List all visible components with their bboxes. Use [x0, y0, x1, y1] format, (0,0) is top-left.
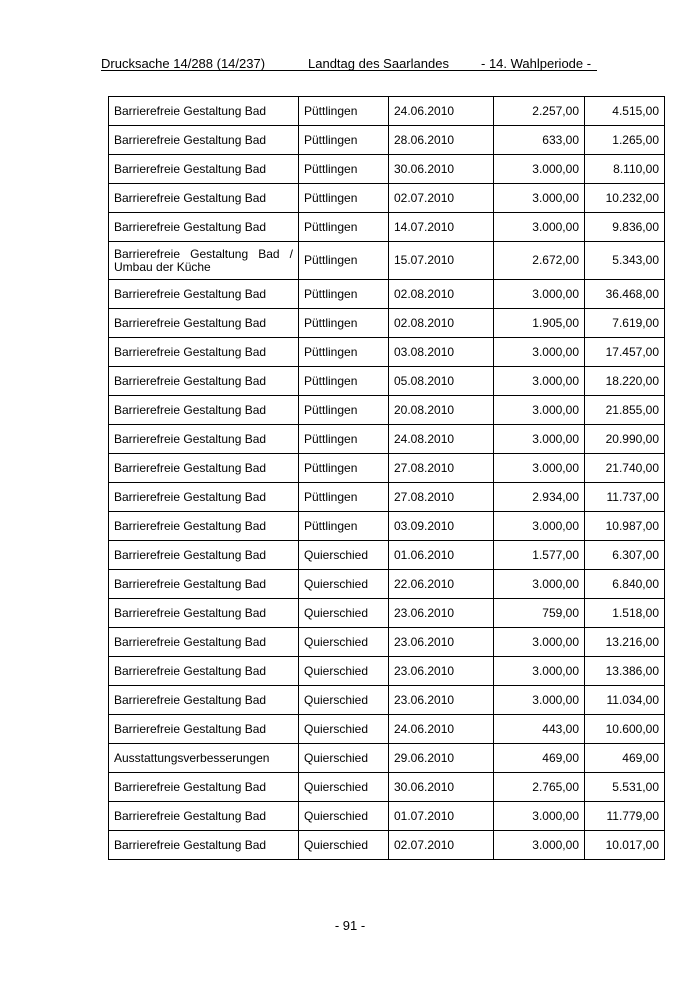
table-row [109, 599, 665, 628]
cell-grant-amount: 3.000,00 [494, 425, 585, 454]
cell-grant-amount: 2.672,00 [494, 242, 585, 280]
cell-grant-amount: 759,00 [494, 599, 585, 628]
table-row [109, 309, 665, 338]
cell-grant-amount: 3.000,00 [494, 280, 585, 309]
cell-grant-amount: 3.000,00 [494, 831, 585, 860]
cell-municipality: Püttlingen [299, 425, 389, 454]
cell-grant-amount: 2.765,00 [494, 773, 585, 802]
table-row [109, 280, 665, 309]
cell-municipality: Püttlingen [299, 242, 389, 280]
cell-date: 02.08.2010 [389, 280, 494, 309]
cell-grant-amount: 1.577,00 [494, 541, 585, 570]
cell-total-cost: 11.779,00 [585, 802, 665, 831]
cell-grant-amount: 2.934,00 [494, 483, 585, 512]
description-line-2: Umbau der Küche [114, 259, 211, 274]
cell-date: 02.08.2010 [389, 309, 494, 338]
legislative-period: - 14. Wahlperiode - [481, 56, 592, 71]
cell-grant-amount: 1.905,00 [494, 309, 585, 338]
table-row [109, 831, 665, 860]
cell-description: Barrierefreie Gestaltung Bad [109, 155, 299, 184]
table-row [109, 570, 665, 599]
table-row [109, 184, 665, 213]
cell-description: Barrierefreie Gestaltung Bad [109, 628, 299, 657]
cell-total-cost: 7.619,00 [585, 309, 665, 338]
cell-date: 02.07.2010 [389, 184, 494, 213]
cell-grant-amount: 3.000,00 [494, 338, 585, 367]
cell-grant-amount: 3.000,00 [494, 184, 585, 213]
document-reference: Drucksache 14/288 (14/237) [101, 56, 266, 71]
table-row [109, 97, 665, 126]
cell-municipality: Quierschied [299, 773, 389, 802]
cell-municipality: Quierschied [299, 657, 389, 686]
cell-description: Barrierefreie Gestaltung Bad [109, 831, 299, 860]
cell-total-cost: 1.265,00 [585, 126, 665, 155]
cell-total-cost: 10.600,00 [585, 715, 665, 744]
cell-description: Barrierefreie Gestaltung Bad [109, 97, 299, 126]
cell-description: Barrierefreie Gestaltung Bad [109, 454, 299, 483]
cell-municipality: Püttlingen [299, 309, 389, 338]
header-underline [101, 70, 597, 71]
cell-municipality: Püttlingen [299, 396, 389, 425]
cell-total-cost: 5.343,00 [585, 242, 665, 280]
cell-total-cost: 17.457,00 [585, 338, 665, 367]
cell-grant-amount: 443,00 [494, 715, 585, 744]
cell-total-cost: 469,00 [585, 744, 665, 773]
table-row [109, 396, 665, 425]
cell-total-cost: 10.987,00 [585, 512, 665, 541]
cell-total-cost: 21.855,00 [585, 396, 665, 425]
cell-municipality: Püttlingen [299, 213, 389, 242]
table-row [109, 715, 665, 744]
cell-municipality: Quierschied [299, 802, 389, 831]
cell-description: Barrierefreie Gestaltung Bad [109, 802, 299, 831]
cell-date: 30.06.2010 [389, 155, 494, 184]
table-row [109, 126, 665, 155]
description-line-1: Barrierefreie Gestaltung Bad / [114, 246, 293, 261]
table-row [109, 242, 665, 280]
cell-date: 20.08.2010 [389, 396, 494, 425]
cell-total-cost: 8.110,00 [585, 155, 665, 184]
cell-total-cost: 13.216,00 [585, 628, 665, 657]
cell-date: 03.09.2010 [389, 512, 494, 541]
funding-table [108, 96, 665, 860]
cell-date: 01.06.2010 [389, 541, 494, 570]
cell-grant-amount: 3.000,00 [494, 686, 585, 715]
cell-municipality: Püttlingen [299, 155, 389, 184]
cell-municipality: Quierschied [299, 686, 389, 715]
cell-description: Barrierefreie Gestaltung Bad [109, 309, 299, 338]
cell-total-cost: 5.531,00 [585, 773, 665, 802]
cell-total-cost: 13.386,00 [585, 657, 665, 686]
table-row [109, 512, 665, 541]
cell-date: 05.08.2010 [389, 367, 494, 396]
table-row [109, 686, 665, 715]
cell-date: 23.06.2010 [389, 599, 494, 628]
cell-date: 22.06.2010 [389, 570, 494, 599]
cell-date: 14.07.2010 [389, 213, 494, 242]
cell-total-cost: 6.307,00 [585, 541, 665, 570]
cell-municipality: Püttlingen [299, 512, 389, 541]
cell-grant-amount: 3.000,00 [494, 657, 585, 686]
cell-date: 01.07.2010 [389, 802, 494, 831]
cell-grant-amount: 3.000,00 [494, 802, 585, 831]
table-row [109, 213, 665, 242]
cell-total-cost: 21.740,00 [585, 454, 665, 483]
cell-description: Barrierefreie Gestaltung Bad [109, 512, 299, 541]
cell-grant-amount: 3.000,00 [494, 213, 585, 242]
cell-description: Barrierefreie Gestaltung Bad [109, 541, 299, 570]
cell-description: Barrierefreie Gestaltung Bad [109, 773, 299, 802]
cell-grant-amount: 3.000,00 [494, 367, 585, 396]
cell-description: Barrierefreie Gestaltung Bad [109, 686, 299, 715]
cell-grant-amount: 3.000,00 [494, 512, 585, 541]
cell-description: Barrierefreie Gestaltung Bad [109, 715, 299, 744]
cell-date: 02.07.2010 [389, 831, 494, 860]
table-row [109, 802, 665, 831]
cell-municipality: Quierschied [299, 831, 389, 860]
table-row [109, 338, 665, 367]
cell-description: Barrierefreie Gestaltung Bad [109, 280, 299, 309]
cell-municipality: Püttlingen [299, 338, 389, 367]
cell-grant-amount: 3.000,00 [494, 454, 585, 483]
table-row [109, 541, 665, 570]
cell-description: Barrierefreie Gestaltung Bad [109, 483, 299, 512]
cell-grant-amount: 633,00 [494, 126, 585, 155]
cell-description: Barrierefreie Gestaltung Bad [109, 184, 299, 213]
table-row [109, 657, 665, 686]
cell-municipality: Püttlingen [299, 483, 389, 512]
cell-municipality: Quierschied [299, 744, 389, 773]
cell-description: Barrierefreie Gestaltung Bad [109, 396, 299, 425]
cell-date: 23.06.2010 [389, 686, 494, 715]
table-row [109, 744, 665, 773]
cell-municipality: Püttlingen [299, 280, 389, 309]
cell-total-cost: 6.840,00 [585, 570, 665, 599]
cell-municipality: Püttlingen [299, 97, 389, 126]
cell-grant-amount: 3.000,00 [494, 155, 585, 184]
cell-total-cost: 10.017,00 [585, 831, 665, 860]
cell-date: 15.07.2010 [389, 242, 494, 280]
cell-date: 24.08.2010 [389, 425, 494, 454]
cell-total-cost: 11.034,00 [585, 686, 665, 715]
cell-description: Barrierefreie Gestaltung Bad [109, 425, 299, 454]
cell-total-cost: 9.836,00 [585, 213, 665, 242]
cell-description: Barrierefreie Gestaltung Bad [109, 599, 299, 628]
cell-date: 24.06.2010 [389, 715, 494, 744]
cell-municipality: Püttlingen [299, 184, 389, 213]
cell-date: 23.06.2010 [389, 657, 494, 686]
table-row [109, 628, 665, 657]
cell-date: 27.08.2010 [389, 454, 494, 483]
cell-description: Ausstattungsverbesserungen [109, 744, 299, 773]
cell-grant-amount: 3.000,00 [494, 396, 585, 425]
cell-grant-amount: 2.257,00 [494, 97, 585, 126]
cell-total-cost: 11.737,00 [585, 483, 665, 512]
cell-total-cost: 10.232,00 [585, 184, 665, 213]
cell-grant-amount: 3.000,00 [494, 628, 585, 657]
cell-description: Barrierefreie Gestaltung Bad [109, 338, 299, 367]
table-row [109, 773, 665, 802]
cell-total-cost: 18.220,00 [585, 367, 665, 396]
page-header [101, 55, 597, 73]
table-row [109, 425, 665, 454]
table-row [109, 454, 665, 483]
cell-date: 28.06.2010 [389, 126, 494, 155]
cell-municipality: Püttlingen [299, 454, 389, 483]
table-row [109, 155, 665, 184]
cell-municipality: Püttlingen [299, 126, 389, 155]
cell-grant-amount: 3.000,00 [494, 570, 585, 599]
cell-grant-amount: 469,00 [494, 744, 585, 773]
cell-municipality: Quierschied [299, 570, 389, 599]
parliament-name: Landtag des Saarlandes [308, 56, 449, 71]
cell-date: 30.06.2010 [389, 773, 494, 802]
cell-date: 03.08.2010 [389, 338, 494, 367]
cell-description: Barrierefreie Gestaltung Bad [109, 367, 299, 396]
cell-date: 27.08.2010 [389, 483, 494, 512]
cell-total-cost: 36.468,00 [585, 280, 665, 309]
page-number: - 91 - [334, 918, 366, 933]
cell-municipality: Quierschied [299, 541, 389, 570]
cell-description: Barrierefreie Gestaltung Bad [109, 213, 299, 242]
cell-description: Barrierefreie Gestaltung Bad [109, 126, 299, 155]
funding-table-body [109, 97, 665, 860]
cell-municipality: Quierschied [299, 599, 389, 628]
cell-date: 23.06.2010 [389, 628, 494, 657]
cell-total-cost: 20.990,00 [585, 425, 665, 454]
cell-municipality: Püttlingen [299, 367, 389, 396]
cell-municipality: Quierschied [299, 715, 389, 744]
cell-total-cost: 1.518,00 [585, 599, 665, 628]
table-row [109, 483, 665, 512]
table-row [109, 367, 665, 396]
cell-municipality: Quierschied [299, 628, 389, 657]
cell-description: Barrierefreie Gestaltung Bad [109, 570, 299, 599]
cell-date: 29.06.2010 [389, 744, 494, 773]
cell-description [109, 242, 299, 280]
cell-total-cost: 4.515,00 [585, 97, 665, 126]
cell-description: Barrierefreie Gestaltung Bad [109, 657, 299, 686]
cell-date: 24.06.2010 [389, 97, 494, 126]
